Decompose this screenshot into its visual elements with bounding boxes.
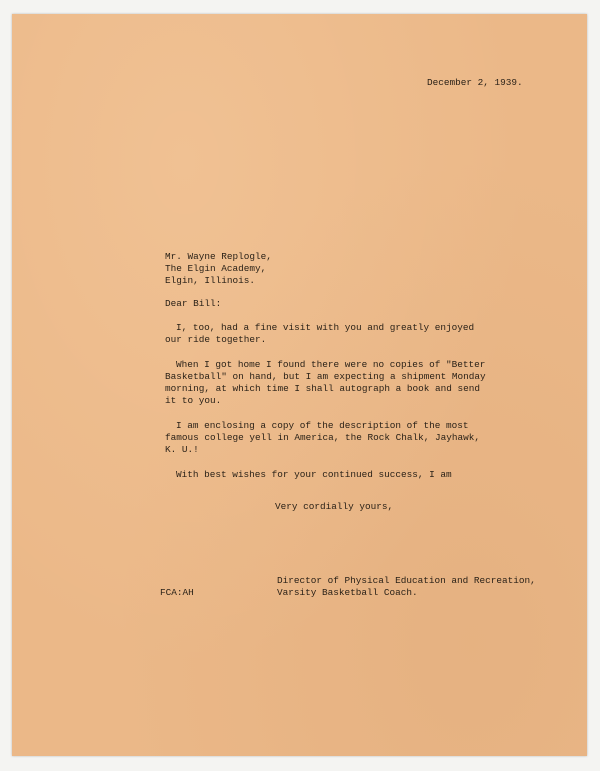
paragraph-1-line-1: I, too, had a fine visit with you and greatly enjoyed [176, 322, 475, 333]
paragraph-2-line-3: morning, at which time I shall autograph a book and send [165, 383, 481, 394]
paragraph-2-line-2: Basketball" on hand, but I am expecting a shipment Monday [165, 371, 486, 382]
closing: Very cordially yours, [275, 501, 394, 512]
paragraph-2-line-1: When I got home I found there were no copies of "Better [176, 359, 486, 370]
address-line-2: The Elgin Academy, [165, 263, 267, 274]
paragraph-1-line-2: our ride together. [165, 334, 267, 345]
typist-initials: FCA:AH [160, 587, 194, 598]
letter-page [12, 14, 587, 756]
salutation: Dear Bill: [165, 298, 222, 309]
paragraph-3-line-1: I am enclosing a copy of the description of the most [176, 420, 469, 431]
signature-title-line-1: Director of Physical Education and Recreation, [277, 575, 536, 586]
paragraph-3-line-2: famous college yell in America, the Rock Chalk, Jayhawk, [165, 432, 481, 443]
paragraph-2-line-4: it to you. [165, 395, 222, 406]
address-line-1: Mr. Wayne Replogle, [165, 251, 272, 262]
paragraph-3-line-3: K. U.! [165, 444, 199, 455]
signature-title-line-2: Varsity Basketball Coach. [277, 587, 418, 598]
letter-date: December 2, 1939. [427, 77, 523, 88]
address-line-3: Elgin, Illinois. [165, 275, 256, 286]
paragraph-4-line-1: With best wishes for your continued success, I am [176, 469, 452, 480]
